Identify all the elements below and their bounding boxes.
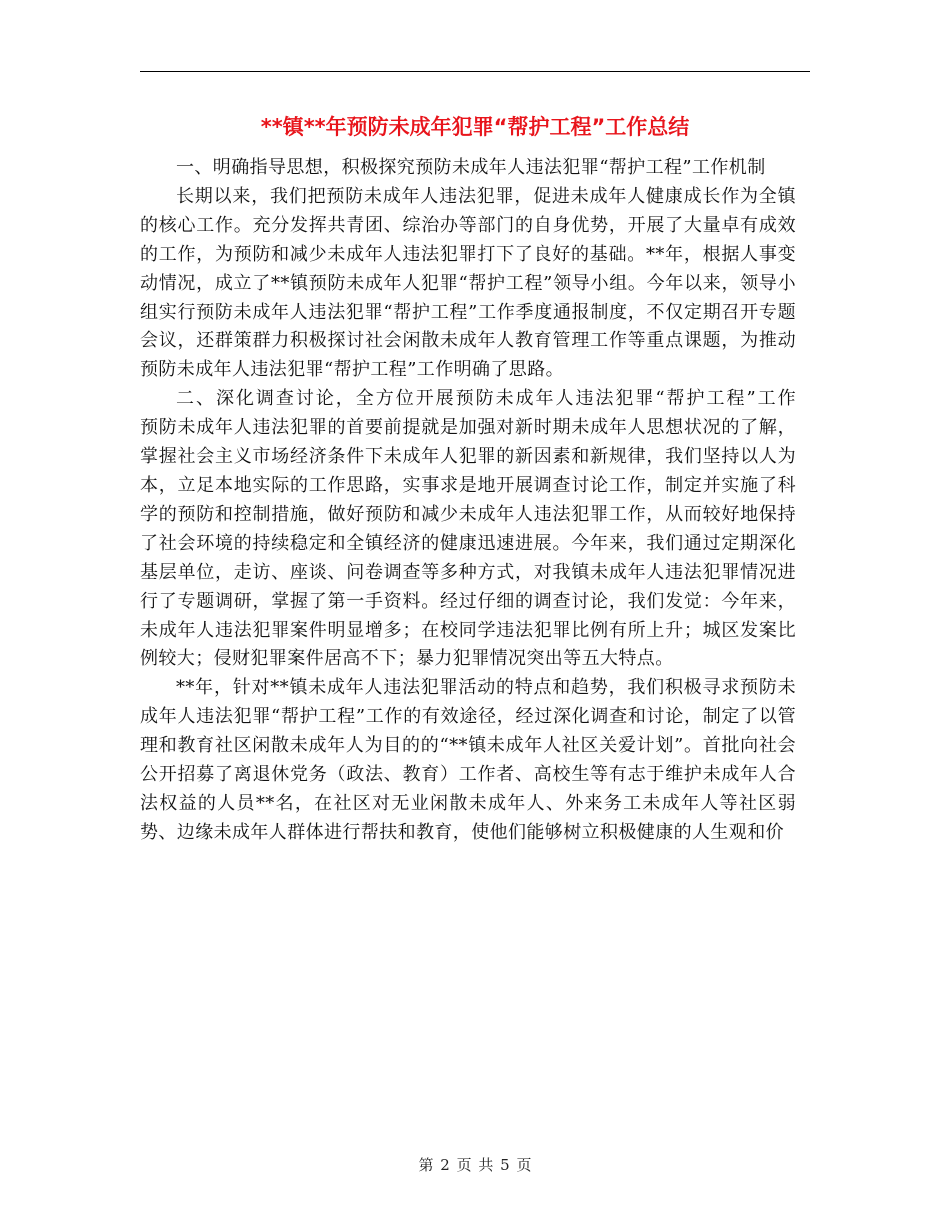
section-heading-1: 一、明确指导思想，积极探究预防未成年人违法犯罪“帮护工程”工作机制 xyxy=(176,157,766,178)
header-rule xyxy=(140,71,810,72)
paragraph-1: 长期以来，我们把预防未成年人违法犯罪，促进未成年人健康成长作为全镇的核心工作。充分发挥共青团、综治办等部门的自身优势，开展了大量卓有成效的工作，为预防和减少未成年人违法犯罪打下了良好的基础。**年，根据人事变动情况，成立了**镇预防未成年人犯罪“帮护工程”领导小组。今年以来，领导小组实行预防未成年人违法犯罪“帮护工程”工作季度通报制度，不仅定期召开专题会议，还群策群力积极探讨社会闲散未成年人教育管理工作等重点课题，为推动预防未成年人违法犯罪“帮护工程”工作明确了思路。 xyxy=(140,185,796,381)
paragraph-2: **年，针对**镇未成年人违法犯罪活动的特点和趋势，我们积极寻求预防未成年人违法犯罪“帮护工程”工作的有效途径，经过深化调查和讨论，制定了以管理和教育社区闲散未成年人为目的的“**镇未成年人社区关爱计划”。首批向社会公开招募了离退休党务（政法、教育）工作者、高校生等有志于维护未成年人合法权益的人员**名，在社区对无业闲散未成年人、外来务工未成年人等社区弱势、边缘未成年人群体进行帮扶和教育，使他们能够树立积极健康的人生观和价 xyxy=(140,677,796,843)
document-body xyxy=(140,154,833,848)
section-heading-2: 二、深化调查讨论，全方位开展预防未成年人违法犯罪“帮护工程”工作 预防未成年人违法犯罪的首要前提就是加强对新时期未成年人思想状况的了解，掌握社会主义市场经济条件下未成年人犯罪的新因素和新规律，我们坚持以人为本，立足本地实际的工作思路，实事求是地开展调查讨论工作，制定并实施了科学的预防和控制措施，做好预防和减少未成年人违法犯罪工作，从而较好地保持了社会环境的持续稳定和全镇经济的健康迅速进展。今年来，我们通过定期深化基层单位，走访、座谈、问卷调查等多种方式，对我镇未成年人违法犯罪情况进行了专题调研，掌握了第一手资料。经过仔细的调查讨论，我们发觉：今年来，未成年人违法犯罪案件明显增多；在校同学违法犯罪比例有所上升；城区发案比例较大；侵财犯罪案件居高不下；暴力犯罪情况突出等五大特点。 xyxy=(140,388,833,670)
page-number: 第 2 页 共 5 页 xyxy=(418,1156,532,1174)
document-title: **镇**年预防未成年犯罪“帮护工程”工作总结 xyxy=(260,115,690,139)
